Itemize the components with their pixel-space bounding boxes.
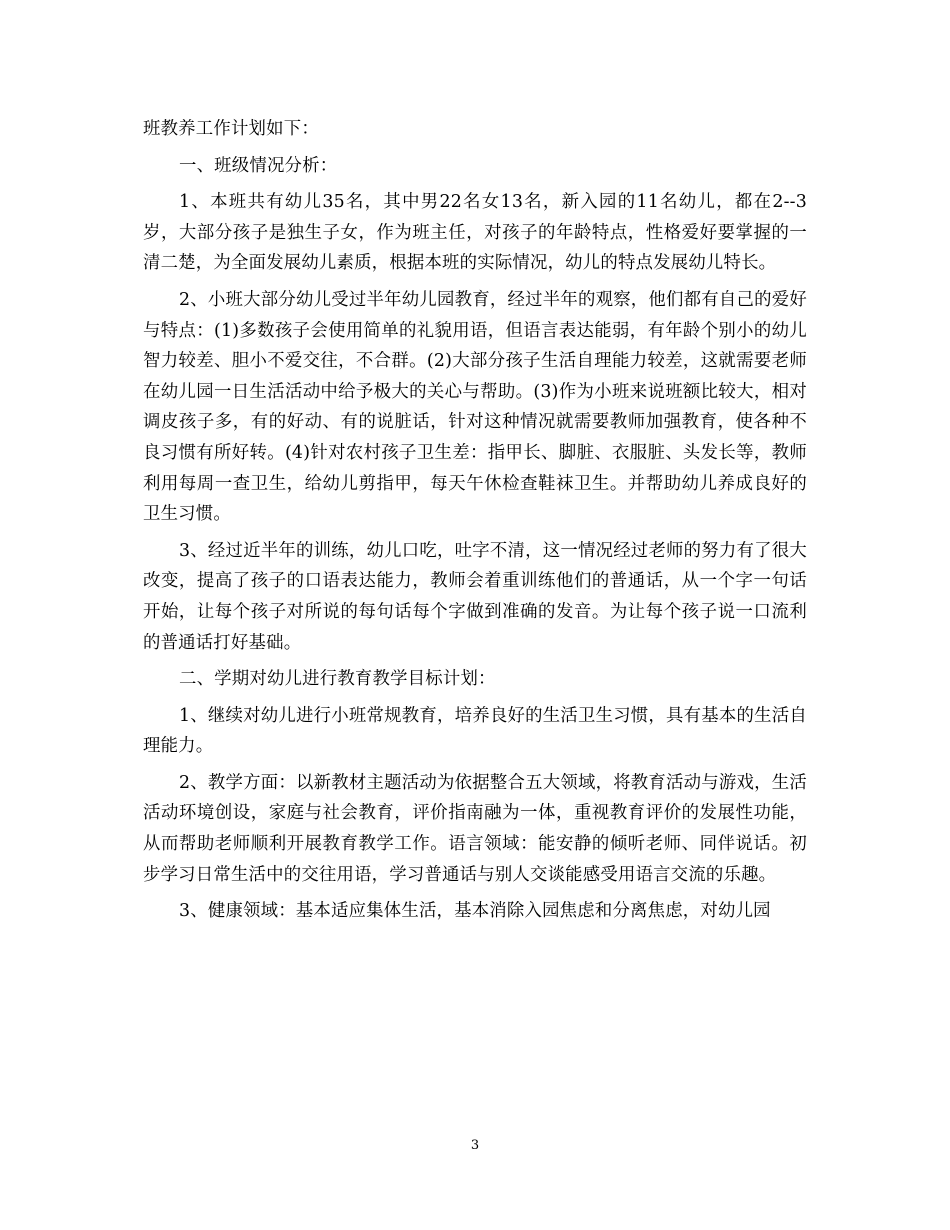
page-number: 3 [470, 1138, 480, 1153]
paragraph-intro: 班教养工作计划如下： [143, 119, 319, 139]
paragraph-characteristics: 2、小班大部分幼儿受过半年幼儿园教育，经过半年的观察，他们都有自己的爱好与特点：(1)多数孩子会使用简单的礼貌用语，但语言表达能弱，有年龄个别小的幼儿智力较差、胆小不爱交往，不合群。(2)大部分孩子生活自理能力较差，这就需要老师在幼儿园一日生活活动中给予极大的关心与帮助。(3)作为小班来说班额比较大，相对调皮孩子多，有的好动、有的说脏话，针对这种情况就需要教师加强教育，使各种不良习惯有所好转。(4)针对农村孩子卫生差：指甲长、脚脏、衣服脏、头发长等，教师利用每周一查卫生，给幼儿剪指甲，每天午休检查鞋袜卫生。并帮助幼儿养成良好的卫生习惯。 [143, 289, 807, 525]
paragraph-health: 3、健康领域：基本适应集体生活，基本消除入园焦虑和分离焦虑，对幼儿园 [179, 901, 771, 922]
paragraph-routine-education: 1、继续对幼儿进行小班常规教育，培养良好的生活卫生习惯，具有基本的生活自理能力。 [143, 705, 807, 757]
paragraph-teaching: 2、教学方面：以新教材主题活动为依据整合五大领域，将教育活动与游戏，生活活动环境创设，家庭与社会教育，评价指南融为一体，重视教育评价的发展性功能，从而帮助老师顺利开展教育教学工作。语言领域：能安静的倾听老师、同伴说话。初步学习日常生活中的交往用语，学习普通话与别人交谈能感受用语言交流的乐趣。 [143, 772, 807, 885]
heading-class-analysis: 一、班级情况分析： [179, 155, 338, 176]
paragraph-speech-training: 3、经过近半年的训练，幼儿口吃，吐字不清，这一情况经过老师的努力有了很大改变，提高了孩子的口语表达能力，教师会着重训练他们的普通话，从一个字一句话开始，让每个孩子对所说的每句话每个字做到准确的发音。为让每个孩子说一口流利的普通话打好基础。 [143, 540, 807, 653]
document-body [143, 114, 807, 933]
heading-goals: 二、学期对幼儿进行教育教学目标计划： [179, 669, 496, 690]
paragraph-class-size: 1、本班共有幼儿35名，其中男22名女13名，新入园的11名幼儿，都在2--3岁，大部分孩子是独生子女，作为班主任，对孩子的年龄特点，性格爱好要掌握的一清二楚，为全面发展幼儿素质，根据本班的实际情况，幼儿的特点发展幼儿特长。 [143, 192, 807, 274]
